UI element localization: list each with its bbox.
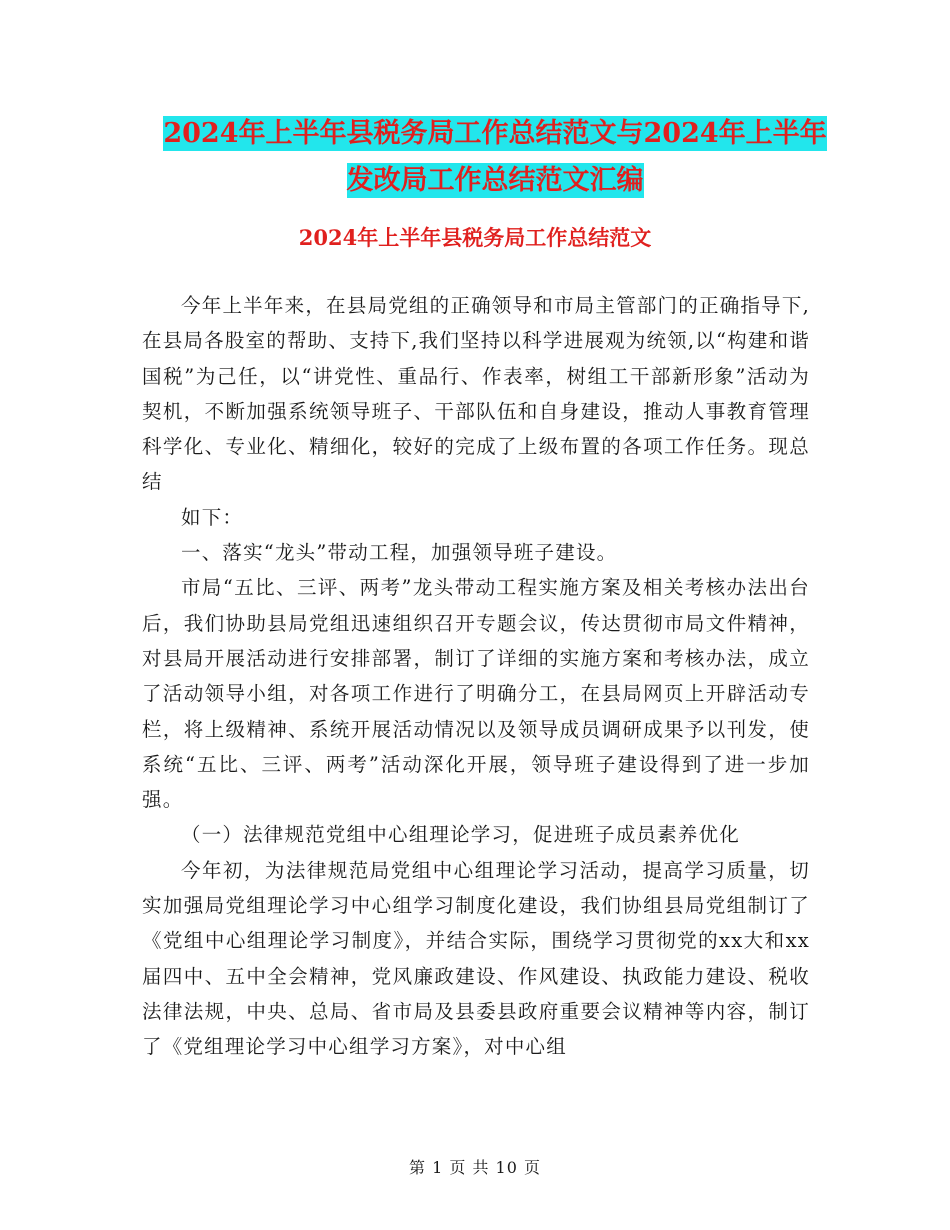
paragraph: （一）法律规范党组中心组理论学习，促进班子成员素养优化 <box>181 823 740 847</box>
section-title: 2024年上半年县税务局工作总结范文 <box>298 225 652 250</box>
document-title <box>140 110 850 204</box>
title-line-1: 2024年上半年县税务局工作总结范文与2024年上半年 <box>163 118 827 149</box>
paragraph: 今年上半年来，在县局党组的正确领导和市局主管部门的正确指导下,在县局各股室的帮助、支持下,我们坚持以科学进展观为统领,以“构建和谐国税”为己任，以“讲党性、重品行、作表率，树组工干部新形象”活动为契机，不断加强系统领导班子、干部队伍和自身建设，推动人事教育管理科学化、专业化、精细化，较好的完成了上级布置的各项工作任务。现总结 <box>142 294 810 494</box>
paragraph: 一、落实“龙头”带动工程，加强领导班子建设。 <box>181 541 618 565</box>
paragraph: 如下： <box>181 505 244 529</box>
page-number-footer: 第 1 页 共 10 页 <box>409 1158 541 1177</box>
title-line-2: 发改局工作总结范文汇编 <box>346 165 644 196</box>
paragraph: 今年初，为法律规范局党组中心组理论学习活动，提高学习质量，切实加强局党组理论学习中心组学习制度化建设，我们协组县局党组制订了《党组中心组理论学习制度》，并结合实际，围绕学习贯彻党的xx大和xx届四中、五中全会精神，党风廉政建设、作风建设、执政能力建设、税收法律法规，中央、总局、省市局及县委县政府重要会议精神等内容，制订了《党组理论学习中心组学习方案》，对中心组 <box>142 858 810 1059</box>
paragraph: 市局“五比、三评、两考”龙头带动工程实施方案及相关考核办法出台后，我们协助县局党组迅速组织召开专题会议，传达贯彻市局文件精神，对县局开展活动进行安排部署，制订了详细的实施方案和考核办法，成立了活动领导小组，对各项工作进行了明确分工，在县局网页上开辟活动专栏，将上级精神、系统开展活动情况以及领导成员调研成果予以刊发，使系统“五比、三评、两考”活动深化开展，领导班子建设得到了进一步加强。 <box>142 576 810 812</box>
body-text <box>142 288 810 1065</box>
